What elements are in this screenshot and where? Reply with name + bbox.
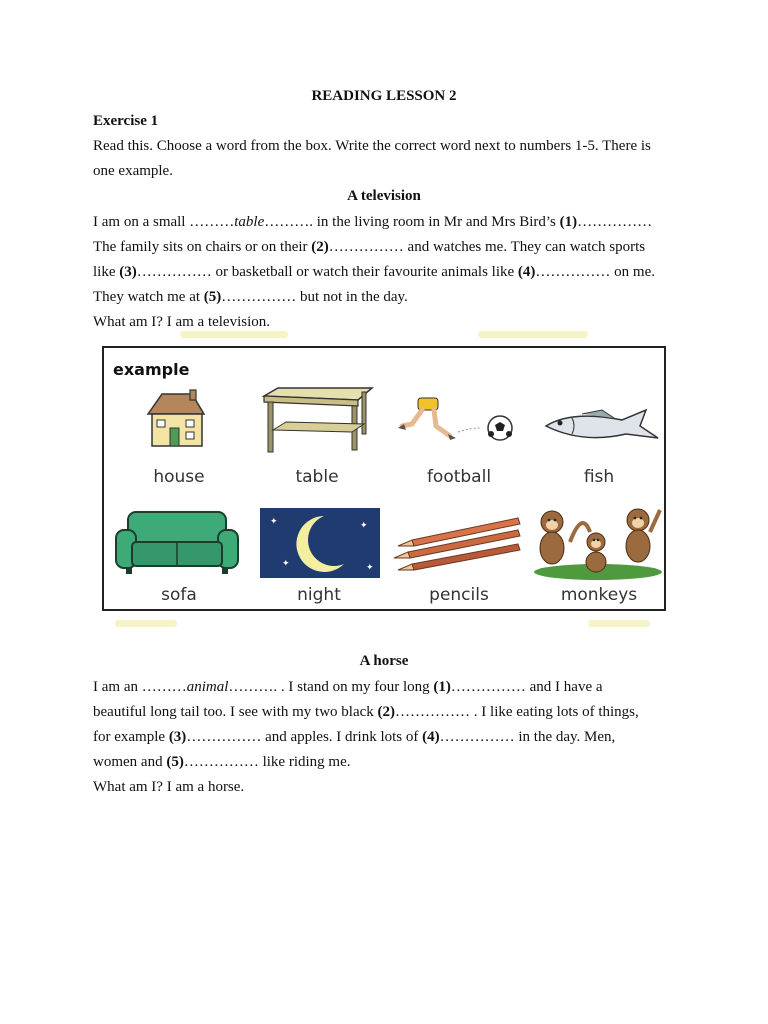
- text1-line-3: like (3)…………… or basketball or watch their favourite animals like (4)…………… on me.: [93, 264, 655, 280]
- house-icon: [142, 388, 208, 450]
- example-label: example: [113, 360, 190, 379]
- svg-text:✦: ✦: [360, 521, 368, 531]
- word-monkeys: monkeys: [560, 585, 638, 605]
- svg-text:✦: ✦: [282, 559, 290, 569]
- text1-line-1: I am on a small ………table………. in the living room in Mr and Mrs Bird’s (1)……………: [93, 214, 653, 230]
- svg-text:✦: ✦: [366, 563, 374, 573]
- page-title: READING LESSON 2: [311, 88, 457, 104]
- monkeys-icon: [530, 502, 666, 580]
- highlight-mark: [180, 331, 288, 338]
- word-sofa: sofa: [161, 585, 197, 605]
- text1-line-4: They watch me at (5)…………… but not in the day.: [93, 289, 408, 305]
- example-answer: table: [234, 214, 265, 230]
- text1-line-2: The family sits on chairs or on their (2)…………… and watches me. They can watch sports: [93, 239, 646, 255]
- instructions-line-1: Read this. Choose a word from the box. Write the correct word next to numbers 1-5. There is: [93, 138, 651, 154]
- word-table: table: [295, 467, 339, 487]
- exercise-heading: Exercise 1: [93, 113, 159, 129]
- instructions-line-2: one example.: [93, 163, 173, 179]
- text1-heading: A television: [347, 188, 421, 204]
- word-pencils: pencils: [429, 585, 489, 605]
- highlight-mark: [115, 620, 177, 627]
- text2-heading: A horse: [359, 653, 409, 669]
- word-football: football: [426, 467, 492, 487]
- highlight-mark: [478, 331, 588, 338]
- word-night: night: [297, 585, 341, 605]
- table-icon: [260, 386, 374, 456]
- fish-icon: [542, 406, 664, 446]
- svg-text:✦: ✦: [270, 517, 278, 527]
- sofa-icon: [114, 508, 240, 576]
- football-icon: [396, 394, 520, 452]
- pencils-icon: [390, 512, 526, 572]
- word-fish: fish: [583, 467, 615, 487]
- word-box: [102, 346, 666, 611]
- night-moon-icon: [260, 508, 380, 578]
- text2-line-2: beautiful long tail too. I see with my two black (2)…………… . I like eating lots of things,: [93, 704, 639, 720]
- text2-line-1: I am an ………animal………. . I stand on my four long (1)…………… and I have a: [93, 679, 603, 695]
- highlight-mark: [588, 620, 650, 627]
- example-answer: animal: [186, 679, 229, 695]
- text2-line-5: What am I? I am a horse.: [93, 779, 245, 795]
- word-house: house: [153, 467, 205, 487]
- text2-line-4: women and (5)…………… like riding me.: [93, 754, 351, 770]
- text1-line-5: What am I? I am a television.: [93, 314, 271, 330]
- text2-line-3: for example (3)…………… and apples. I drink lots of (4)…………… in the day. Men,: [93, 729, 616, 745]
